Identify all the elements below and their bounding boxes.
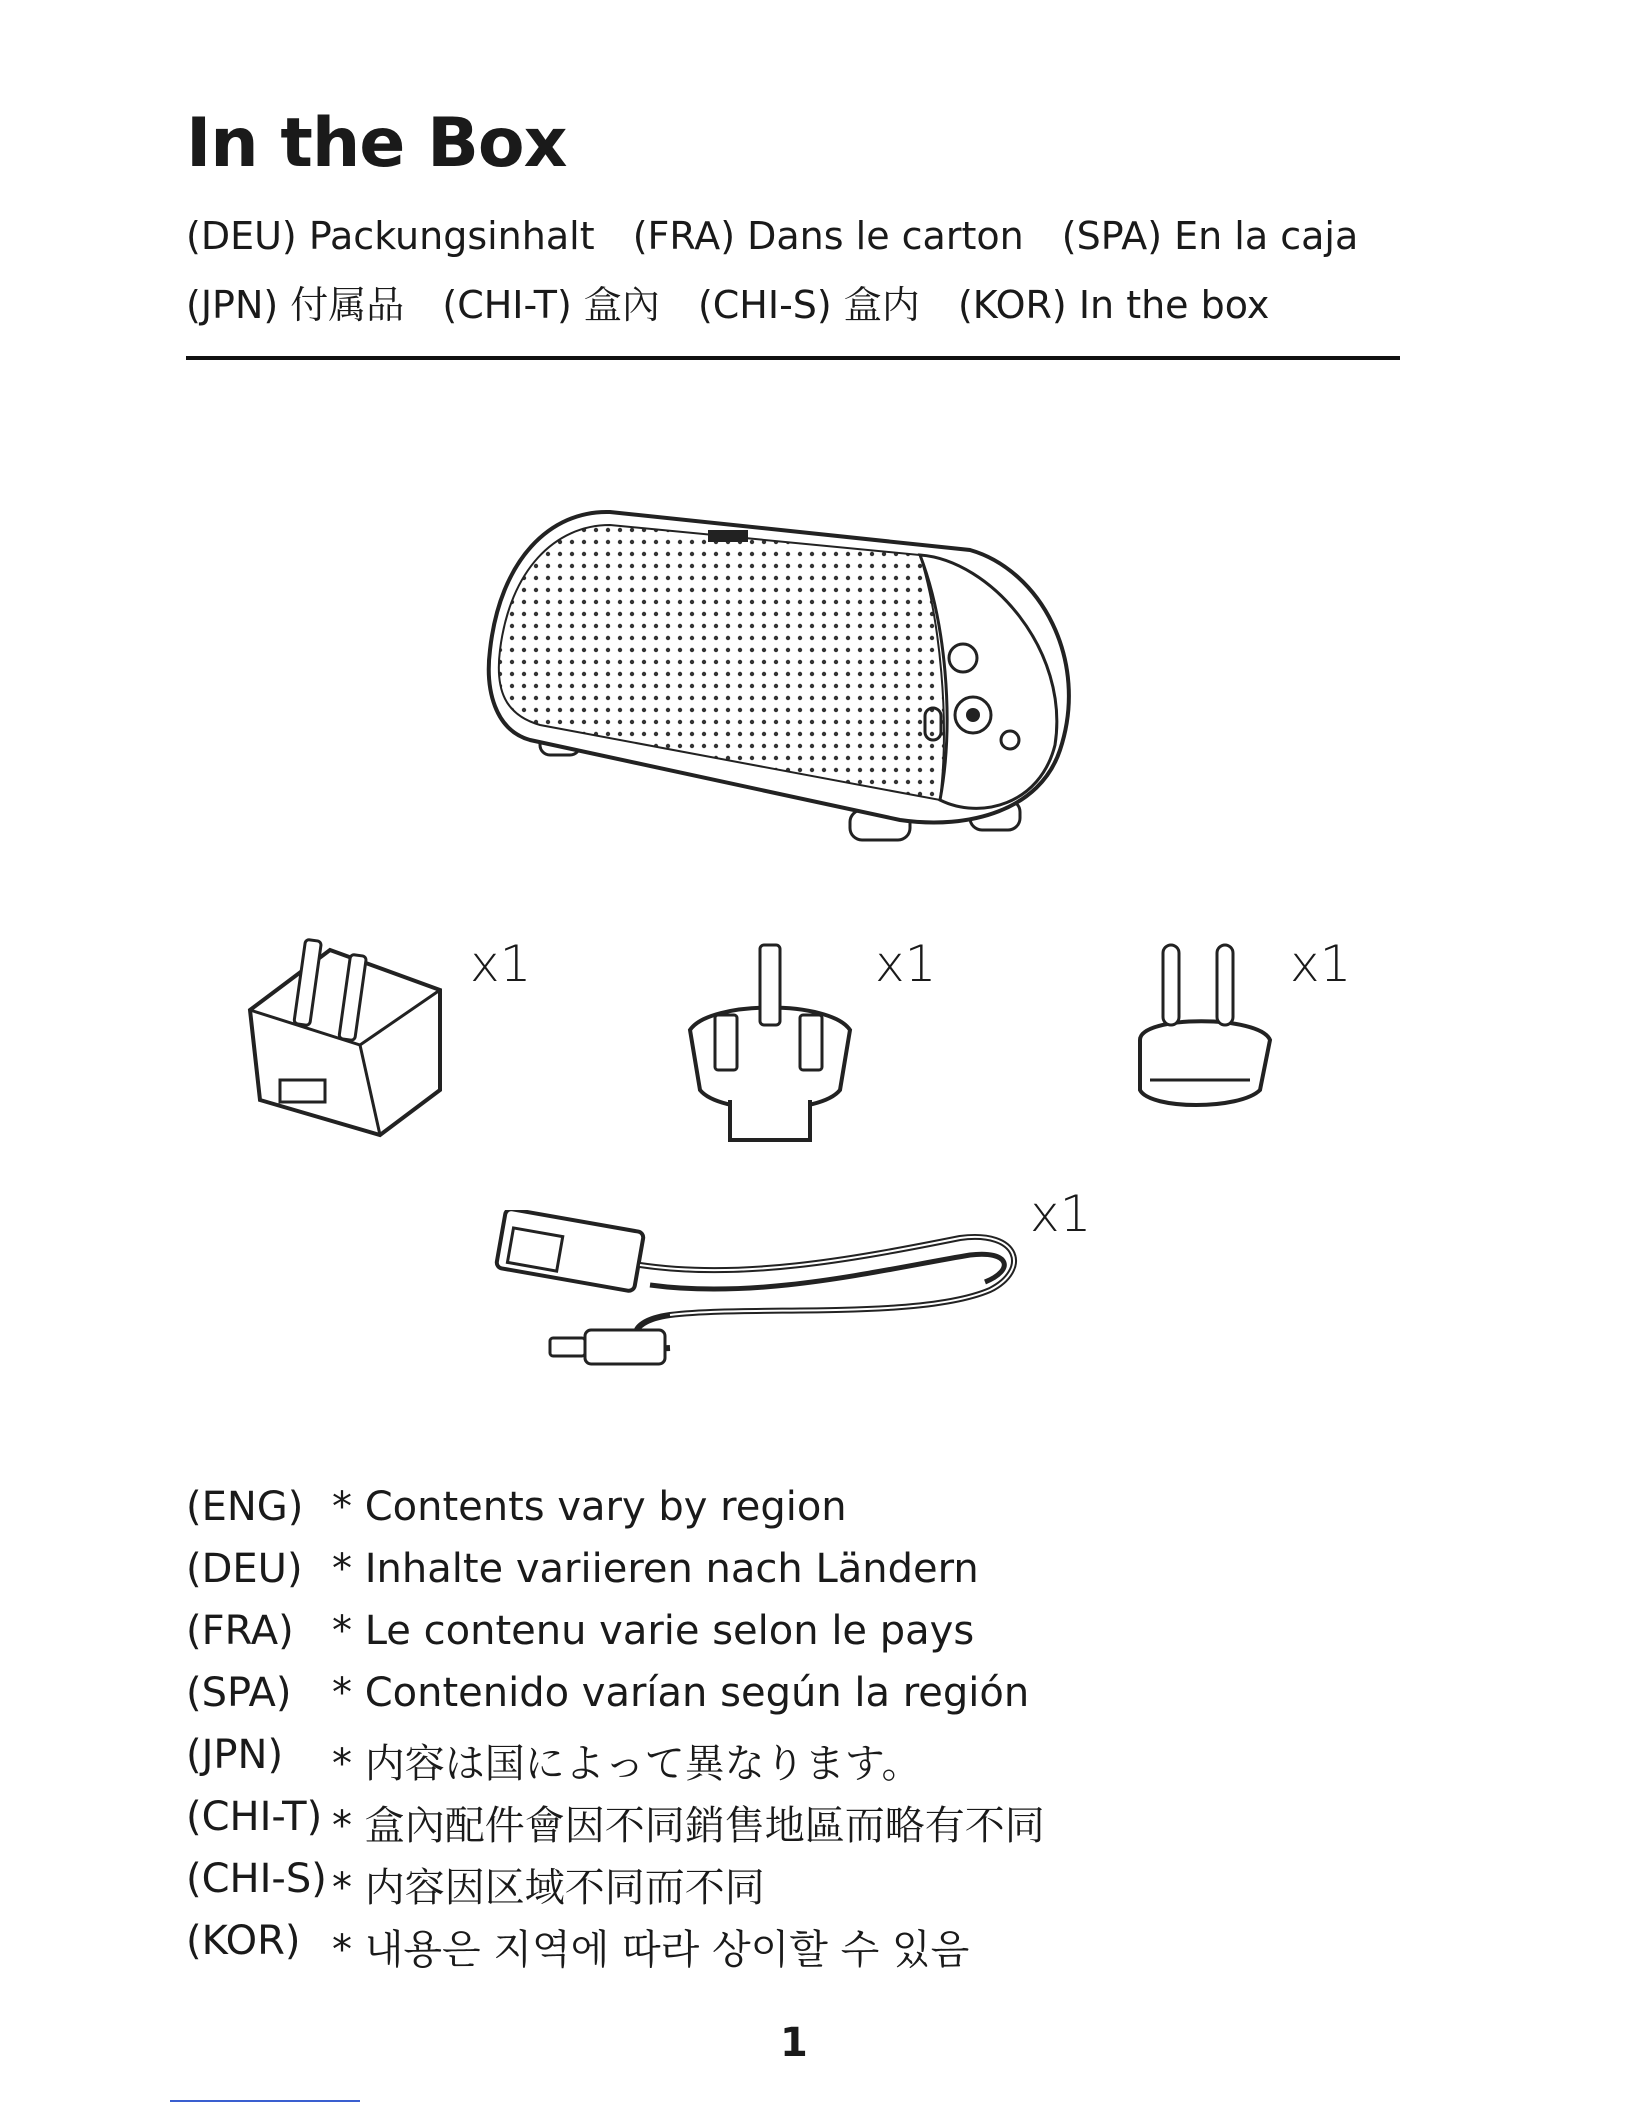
note-row — [186, 1856, 1045, 1918]
usb-cable-illustration — [490, 1210, 1030, 1370]
us-plug-quantity: x1 — [470, 935, 532, 993]
uk-plug-adapter-illustration — [670, 940, 870, 1150]
note-row — [186, 1732, 1045, 1794]
note-text: * Inhalte variieren nach Ländern — [332, 1546, 979, 1592]
note-lang-code: (DEU) — [186, 1546, 303, 1592]
title-divider — [186, 356, 1400, 360]
note-text: * 내용은 지역에 따라 상이할 수 있음 — [332, 1927, 970, 1973]
translation-spa: (SPA) En la caja — [1061, 214, 1359, 258]
note-lang-code: (SPA) — [186, 1670, 292, 1716]
translations-row-1 — [186, 214, 1384, 258]
uk-plug-quantity: x1 — [875, 935, 937, 993]
footer-link-underline[interactable] — [170, 2100, 360, 2102]
note-row — [186, 1918, 1045, 1980]
eu-plug-adapter-illustration — [1120, 940, 1280, 1110]
note-lang-code: (FRA) — [186, 1608, 294, 1654]
note-text: * 盒內配件會因不同銷售地區而略有不同 — [332, 1803, 1045, 1849]
page-number: 1 — [780, 2020, 808, 2066]
translation-fra: (FRA) Dans le carton — [632, 214, 1024, 258]
translation-chi-s: (CHI-S) 盒内 — [697, 283, 920, 327]
note-text: * 内容因区域不同而不同 — [332, 1865, 765, 1911]
note-lang-code: (ENG) — [186, 1484, 304, 1530]
note-lang-code: (JPN) — [186, 1732, 284, 1778]
note-row — [186, 1670, 1045, 1732]
note-row — [186, 1794, 1045, 1856]
region-notes — [186, 1484, 1045, 1980]
us-plug-adapter-illustration — [240, 930, 450, 1150]
speaker-illustration — [470, 500, 1090, 860]
usb-cable-quantity: x1 — [1030, 1185, 1092, 1243]
note-lang-code: (KOR) — [186, 1918, 301, 1964]
note-text: * Le contenu varie selon le pays — [332, 1608, 975, 1654]
note-row — [186, 1608, 1045, 1670]
translation-kor: (KOR) In the box — [957, 283, 1270, 327]
page-title: In the Box — [186, 104, 567, 183]
note-row — [186, 1546, 1045, 1608]
note-text: * Contenido varían según la región — [332, 1670, 1030, 1716]
note-lang-code: (CHI-T) — [186, 1794, 323, 1840]
note-text: * Contents vary by region — [332, 1484, 847, 1530]
note-text: * 内容は国によって異なります。 — [332, 1741, 922, 1787]
note-lang-code: (CHI-S) — [186, 1856, 327, 1902]
eu-plug-quantity: x1 — [1290, 935, 1352, 993]
translation-deu: (DEU) Packungsinhalt — [186, 214, 595, 258]
translation-jpn: (JPN) 付属品 — [186, 283, 405, 327]
translation-chi-t: (CHI-T) 盒內 — [442, 283, 660, 327]
note-row — [186, 1484, 1045, 1546]
translations-row-2 — [186, 274, 1295, 329]
